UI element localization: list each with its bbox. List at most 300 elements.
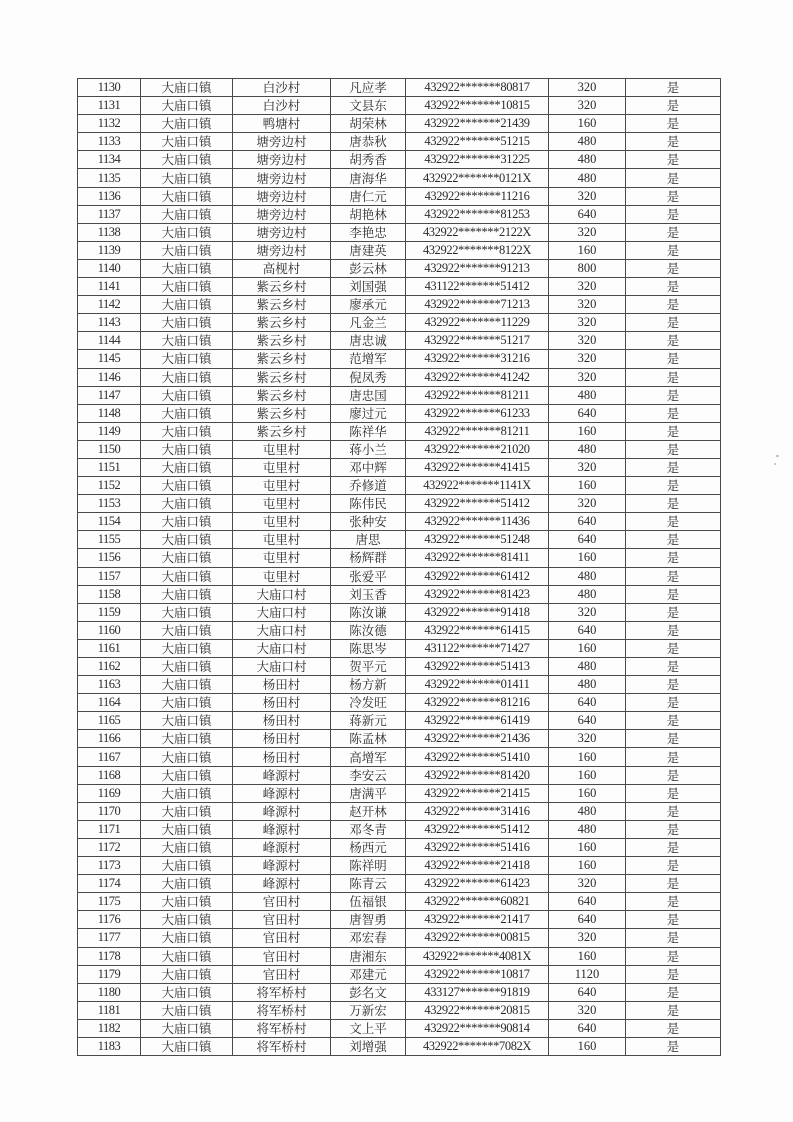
row-number-cell: 1164 [78, 694, 141, 712]
eligibility-cell: 是 [626, 603, 721, 621]
town-cell: 大庙口镇 [141, 205, 233, 223]
table-row [78, 802, 721, 820]
id-number-cell: 433127*******91819 [406, 983, 549, 1001]
name-cell: 杨西元 [331, 838, 406, 856]
id-number-cell: 432922*******1141X [406, 477, 549, 495]
amount-cell: 320 [549, 875, 626, 893]
amount-cell: 320 [549, 495, 626, 513]
village-cell: 杨田村 [233, 694, 331, 712]
row-number-cell: 1131 [78, 97, 141, 115]
row-number-cell: 1141 [78, 278, 141, 296]
row-number-cell: 1168 [78, 766, 141, 784]
town-cell: 大庙口镇 [141, 875, 233, 893]
amount-cell: 160 [549, 1037, 626, 1055]
eligibility-cell: 是 [626, 386, 721, 404]
village-cell: 鸭塘村 [233, 115, 331, 133]
amount-cell: 640 [549, 404, 626, 422]
amount-cell: 320 [549, 603, 626, 621]
name-cell: 唐智勇 [331, 911, 406, 929]
village-cell: 大庙口村 [233, 585, 331, 603]
village-cell: 大庙口村 [233, 621, 331, 639]
row-number-cell: 1175 [78, 893, 141, 911]
town-cell: 大庙口镇 [141, 676, 233, 694]
village-cell: 紫云乡村 [233, 314, 331, 332]
village-cell: 大庙口村 [233, 603, 331, 621]
table-row [78, 151, 721, 169]
row-number-cell: 1151 [78, 458, 141, 476]
name-cell: 胡秀香 [331, 151, 406, 169]
id-number-cell: 432922*******81411 [406, 549, 549, 567]
amount-cell: 160 [549, 477, 626, 495]
id-number-cell: 432922*******51248 [406, 531, 549, 549]
row-number-cell: 1145 [78, 350, 141, 368]
name-cell: 彭云林 [331, 259, 406, 277]
eligibility-cell: 是 [626, 314, 721, 332]
id-number-cell: 432922*******21415 [406, 784, 549, 802]
village-cell: 杨田村 [233, 730, 331, 748]
row-number-cell: 1146 [78, 368, 141, 386]
id-number-cell: 432922*******61423 [406, 875, 549, 893]
town-cell: 大庙口镇 [141, 368, 233, 386]
row-number-cell: 1173 [78, 857, 141, 875]
amount-cell: 160 [549, 549, 626, 567]
village-cell: 屯里村 [233, 513, 331, 531]
village-cell: 大庙口村 [233, 658, 331, 676]
row-number-cell: 1180 [78, 983, 141, 1001]
amount-cell: 320 [549, 929, 626, 947]
eligibility-cell: 是 [626, 368, 721, 386]
row-number-cell: 1163 [78, 676, 141, 694]
amount-cell: 320 [549, 1001, 626, 1019]
id-number-cell: 432922*******01411 [406, 676, 549, 694]
id-number-cell: 432922*******71213 [406, 296, 549, 314]
table-row [78, 983, 721, 1001]
name-cell: 冷发旺 [331, 694, 406, 712]
table-row [78, 440, 721, 458]
village-cell: 紫云乡村 [233, 368, 331, 386]
name-cell: 邓宏春 [331, 929, 406, 947]
eligibility-cell: 是 [626, 947, 721, 965]
amount-cell: 320 [549, 97, 626, 115]
town-cell: 大庙口镇 [141, 983, 233, 1001]
row-number-cell: 1142 [78, 296, 141, 314]
name-cell: 陈思岑 [331, 639, 406, 657]
eligibility-cell: 是 [626, 169, 721, 187]
village-cell: 紫云乡村 [233, 332, 331, 350]
name-cell: 伍福银 [331, 893, 406, 911]
town-cell: 大庙口镇 [141, 223, 233, 241]
amount-cell: 160 [549, 766, 626, 784]
town-cell: 大庙口镇 [141, 241, 233, 259]
row-number-cell: 1177 [78, 929, 141, 947]
id-number-cell: 432922*******21436 [406, 730, 549, 748]
town-cell: 大庙口镇 [141, 422, 233, 440]
eligibility-cell: 是 [626, 350, 721, 368]
table-row [78, 133, 721, 151]
id-number-cell: 432922*******21439 [406, 115, 549, 133]
town-cell: 大庙口镇 [141, 766, 233, 784]
name-cell: 凡金兰 [331, 314, 406, 332]
name-cell: 乔修道 [331, 477, 406, 495]
id-number-cell: 432922*******81423 [406, 585, 549, 603]
name-cell: 唐思 [331, 531, 406, 549]
name-cell: 贺平元 [331, 658, 406, 676]
amount-cell: 480 [549, 567, 626, 585]
table-row [78, 658, 721, 676]
id-number-cell: 432922*******20815 [406, 1001, 549, 1019]
village-cell: 杨田村 [233, 676, 331, 694]
eligibility-cell: 是 [626, 676, 721, 694]
id-number-cell: 432922*******8122X [406, 241, 549, 259]
town-cell: 大庙口镇 [141, 585, 233, 603]
table-row [78, 386, 721, 404]
town-cell: 大庙口镇 [141, 97, 233, 115]
table-row [78, 585, 721, 603]
name-cell: 唐海华 [331, 169, 406, 187]
village-cell: 屯里村 [233, 567, 331, 585]
town-cell: 大庙口镇 [141, 440, 233, 458]
name-cell: 李安云 [331, 766, 406, 784]
town-cell: 大庙口镇 [141, 133, 233, 151]
eligibility-cell: 是 [626, 495, 721, 513]
table-row [78, 97, 721, 115]
town-cell: 大庙口镇 [141, 947, 233, 965]
table-row [78, 694, 721, 712]
name-cell: 陈孟林 [331, 730, 406, 748]
amount-cell: 160 [549, 422, 626, 440]
id-number-cell: 432922*******10817 [406, 965, 549, 983]
amount-cell: 480 [549, 585, 626, 603]
eligibility-cell: 是 [626, 79, 721, 97]
eligibility-cell: 是 [626, 205, 721, 223]
eligibility-cell: 是 [626, 694, 721, 712]
name-cell: 邓建元 [331, 965, 406, 983]
table-row [78, 404, 721, 422]
village-cell: 官田村 [233, 893, 331, 911]
name-cell: 李艳忠 [331, 223, 406, 241]
eligibility-cell: 是 [626, 187, 721, 205]
id-number-cell: 432922*******21020 [406, 440, 549, 458]
row-number-cell: 1171 [78, 820, 141, 838]
town-cell: 大庙口镇 [141, 567, 233, 585]
eligibility-cell: 是 [626, 259, 721, 277]
id-number-cell: 432922*******61415 [406, 621, 549, 639]
village-cell: 塘旁边村 [233, 133, 331, 151]
name-cell: 陈伟民 [331, 495, 406, 513]
table-row [78, 712, 721, 730]
name-cell: 文县东 [331, 97, 406, 115]
amount-cell: 320 [549, 187, 626, 205]
name-cell: 廖承元 [331, 296, 406, 314]
id-number-cell: 432922*******51413 [406, 658, 549, 676]
amount-cell: 480 [549, 676, 626, 694]
amount-cell: 640 [549, 205, 626, 223]
town-cell: 大庙口镇 [141, 621, 233, 639]
town-cell: 大庙口镇 [141, 802, 233, 820]
village-cell: 大庙口村 [233, 639, 331, 657]
row-number-cell: 1170 [78, 802, 141, 820]
table-row [78, 838, 721, 856]
name-cell: 刘增强 [331, 1037, 406, 1055]
village-cell: 紫云乡村 [233, 278, 331, 296]
eligibility-cell: 是 [626, 621, 721, 639]
amount-cell: 480 [549, 802, 626, 820]
name-cell: 陈汝谦 [331, 603, 406, 621]
name-cell: 陈青云 [331, 875, 406, 893]
table-row [78, 621, 721, 639]
town-cell: 大庙口镇 [141, 784, 233, 802]
village-cell: 塘旁边村 [233, 223, 331, 241]
row-number-cell: 1130 [78, 79, 141, 97]
id-number-cell: 432922*******81211 [406, 386, 549, 404]
table-row [78, 549, 721, 567]
table-row [78, 223, 721, 241]
name-cell: 唐建英 [331, 241, 406, 259]
id-number-cell: 432922*******00815 [406, 929, 549, 947]
eligibility-cell: 是 [626, 658, 721, 676]
row-number-cell: 1181 [78, 1001, 141, 1019]
name-cell: 凡应孝 [331, 79, 406, 97]
table-row [78, 1037, 721, 1055]
name-cell: 陈汝德 [331, 621, 406, 639]
village-cell: 屯里村 [233, 458, 331, 476]
table-row [78, 766, 721, 784]
id-number-cell: 432922*******21417 [406, 911, 549, 929]
village-cell: 高枧村 [233, 259, 331, 277]
eligibility-cell: 是 [626, 784, 721, 802]
name-cell: 杨方新 [331, 676, 406, 694]
amount-cell: 640 [549, 1019, 626, 1037]
town-cell: 大庙口镇 [141, 296, 233, 314]
table-row [78, 875, 721, 893]
id-number-cell: 432922*******4081X [406, 947, 549, 965]
row-number-cell: 1182 [78, 1019, 141, 1037]
scan-speck [776, 455, 779, 457]
village-cell: 将军桥村 [233, 983, 331, 1001]
name-cell: 唐忠诚 [331, 332, 406, 350]
village-cell: 塘旁边村 [233, 187, 331, 205]
table-row [78, 639, 721, 657]
table-row [78, 567, 721, 585]
table-row [78, 458, 721, 476]
amount-cell: 640 [549, 621, 626, 639]
amount-cell: 800 [549, 259, 626, 277]
eligibility-cell: 是 [626, 115, 721, 133]
town-cell: 大庙口镇 [141, 748, 233, 766]
eligibility-cell: 是 [626, 549, 721, 567]
amount-cell: 160 [549, 639, 626, 657]
village-cell: 塘旁边村 [233, 151, 331, 169]
eligibility-cell: 是 [626, 730, 721, 748]
village-cell: 紫云乡村 [233, 350, 331, 368]
eligibility-cell: 是 [626, 296, 721, 314]
row-number-cell: 1169 [78, 784, 141, 802]
eligibility-cell: 是 [626, 965, 721, 983]
amount-cell: 320 [549, 332, 626, 350]
row-number-cell: 1174 [78, 875, 141, 893]
table-row [78, 857, 721, 875]
name-cell: 唐忠国 [331, 386, 406, 404]
row-number-cell: 1159 [78, 603, 141, 621]
village-cell: 屯里村 [233, 549, 331, 567]
eligibility-cell: 是 [626, 278, 721, 296]
table-row [78, 1019, 721, 1037]
table-row [78, 205, 721, 223]
village-cell: 白沙村 [233, 79, 331, 97]
amount-cell: 640 [549, 911, 626, 929]
town-cell: 大庙口镇 [141, 495, 233, 513]
name-cell: 高增军 [331, 748, 406, 766]
town-cell: 大庙口镇 [141, 187, 233, 205]
name-cell: 彭名文 [331, 983, 406, 1001]
town-cell: 大庙口镇 [141, 730, 233, 748]
village-cell: 峰源村 [233, 766, 331, 784]
eligibility-cell: 是 [626, 983, 721, 1001]
town-cell: 大庙口镇 [141, 151, 233, 169]
id-number-cell: 432922*******31416 [406, 802, 549, 820]
eligibility-cell: 是 [626, 151, 721, 169]
table-row [78, 187, 721, 205]
eligibility-cell: 是 [626, 712, 721, 730]
amount-cell: 480 [549, 658, 626, 676]
id-number-cell: 432922*******2122X [406, 223, 549, 241]
town-cell: 大庙口镇 [141, 603, 233, 621]
eligibility-cell: 是 [626, 531, 721, 549]
table-row [78, 368, 721, 386]
eligibility-cell: 是 [626, 857, 721, 875]
id-number-cell: 432922*******61412 [406, 567, 549, 585]
amount-cell: 160 [549, 947, 626, 965]
village-cell: 屯里村 [233, 440, 331, 458]
id-number-cell: 432922*******61419 [406, 712, 549, 730]
id-number-cell: 432922*******61233 [406, 404, 549, 422]
table-row [78, 603, 721, 621]
table-row [78, 676, 721, 694]
table-row [78, 965, 721, 983]
eligibility-cell: 是 [626, 893, 721, 911]
row-number-cell: 1143 [78, 314, 141, 332]
village-cell: 白沙村 [233, 97, 331, 115]
table-row [78, 314, 721, 332]
row-number-cell: 1152 [78, 477, 141, 495]
row-number-cell: 1140 [78, 259, 141, 277]
eligibility-cell: 是 [626, 133, 721, 151]
subsidy-roster-table [77, 78, 721, 1056]
village-cell: 峰源村 [233, 820, 331, 838]
table-row [78, 350, 721, 368]
eligibility-cell: 是 [626, 422, 721, 440]
eligibility-cell: 是 [626, 820, 721, 838]
village-cell: 将军桥村 [233, 1001, 331, 1019]
eligibility-cell: 是 [626, 929, 721, 947]
name-cell: 胡荣林 [331, 115, 406, 133]
amount-cell: 320 [549, 458, 626, 476]
name-cell: 倪凤秀 [331, 368, 406, 386]
row-number-cell: 1144 [78, 332, 141, 350]
town-cell: 大庙口镇 [141, 694, 233, 712]
amount-cell: 160 [549, 838, 626, 856]
row-number-cell: 1183 [78, 1037, 141, 1055]
town-cell: 大庙口镇 [141, 838, 233, 856]
name-cell: 文上平 [331, 1019, 406, 1037]
row-number-cell: 1165 [78, 712, 141, 730]
scan-speck [774, 463, 776, 465]
row-number-cell: 1178 [78, 947, 141, 965]
eligibility-cell: 是 [626, 97, 721, 115]
amount-cell: 160 [549, 115, 626, 133]
id-number-cell: 432922*******51410 [406, 748, 549, 766]
eligibility-cell: 是 [626, 223, 721, 241]
id-number-cell: 432922*******21418 [406, 857, 549, 875]
eligibility-cell: 是 [626, 458, 721, 476]
table-row [78, 79, 721, 97]
town-cell: 大庙口镇 [141, 477, 233, 495]
town-cell: 大庙口镇 [141, 350, 233, 368]
village-cell: 峰源村 [233, 838, 331, 856]
eligibility-cell: 是 [626, 513, 721, 531]
eligibility-cell: 是 [626, 241, 721, 259]
amount-cell: 160 [549, 241, 626, 259]
name-cell: 蒋小兰 [331, 440, 406, 458]
eligibility-cell: 是 [626, 1019, 721, 1037]
village-cell: 杨田村 [233, 712, 331, 730]
amount-cell: 160 [549, 784, 626, 802]
town-cell: 大庙口镇 [141, 332, 233, 350]
name-cell: 赵开林 [331, 802, 406, 820]
name-cell: 陈祥明 [331, 857, 406, 875]
table-row [78, 278, 721, 296]
table-row [78, 241, 721, 259]
name-cell: 刘玉香 [331, 585, 406, 603]
id-number-cell: 432922*******81420 [406, 766, 549, 784]
table-row [78, 495, 721, 513]
amount-cell: 640 [549, 694, 626, 712]
row-number-cell: 1176 [78, 911, 141, 929]
name-cell: 陈祥华 [331, 422, 406, 440]
town-cell: 大庙口镇 [141, 658, 233, 676]
name-cell: 唐仁元 [331, 187, 406, 205]
id-number-cell: 432922*******10815 [406, 97, 549, 115]
table-row [78, 477, 721, 495]
id-number-cell: 432922*******51215 [406, 133, 549, 151]
village-cell: 官田村 [233, 911, 331, 929]
village-cell: 紫云乡村 [233, 386, 331, 404]
town-cell: 大庙口镇 [141, 386, 233, 404]
town-cell: 大庙口镇 [141, 513, 233, 531]
row-number-cell: 1135 [78, 169, 141, 187]
town-cell: 大庙口镇 [141, 639, 233, 657]
id-number-cell: 432922*******0121X [406, 169, 549, 187]
table-row [78, 332, 721, 350]
village-cell: 塘旁边村 [233, 169, 331, 187]
name-cell: 万新宏 [331, 1001, 406, 1019]
id-number-cell: 432922*******11229 [406, 314, 549, 332]
row-number-cell: 1155 [78, 531, 141, 549]
amount-cell: 160 [549, 857, 626, 875]
table-row [78, 929, 721, 947]
id-number-cell: 432922*******81253 [406, 205, 549, 223]
village-cell: 屯里村 [233, 477, 331, 495]
town-cell: 大庙口镇 [141, 1037, 233, 1055]
amount-cell: 320 [549, 730, 626, 748]
town-cell: 大庙口镇 [141, 79, 233, 97]
row-number-cell: 1167 [78, 748, 141, 766]
id-number-cell: 431122*******71427 [406, 639, 549, 657]
row-number-cell: 1156 [78, 549, 141, 567]
name-cell: 杨辉群 [331, 549, 406, 567]
row-number-cell: 1153 [78, 495, 141, 513]
table-row [78, 1001, 721, 1019]
